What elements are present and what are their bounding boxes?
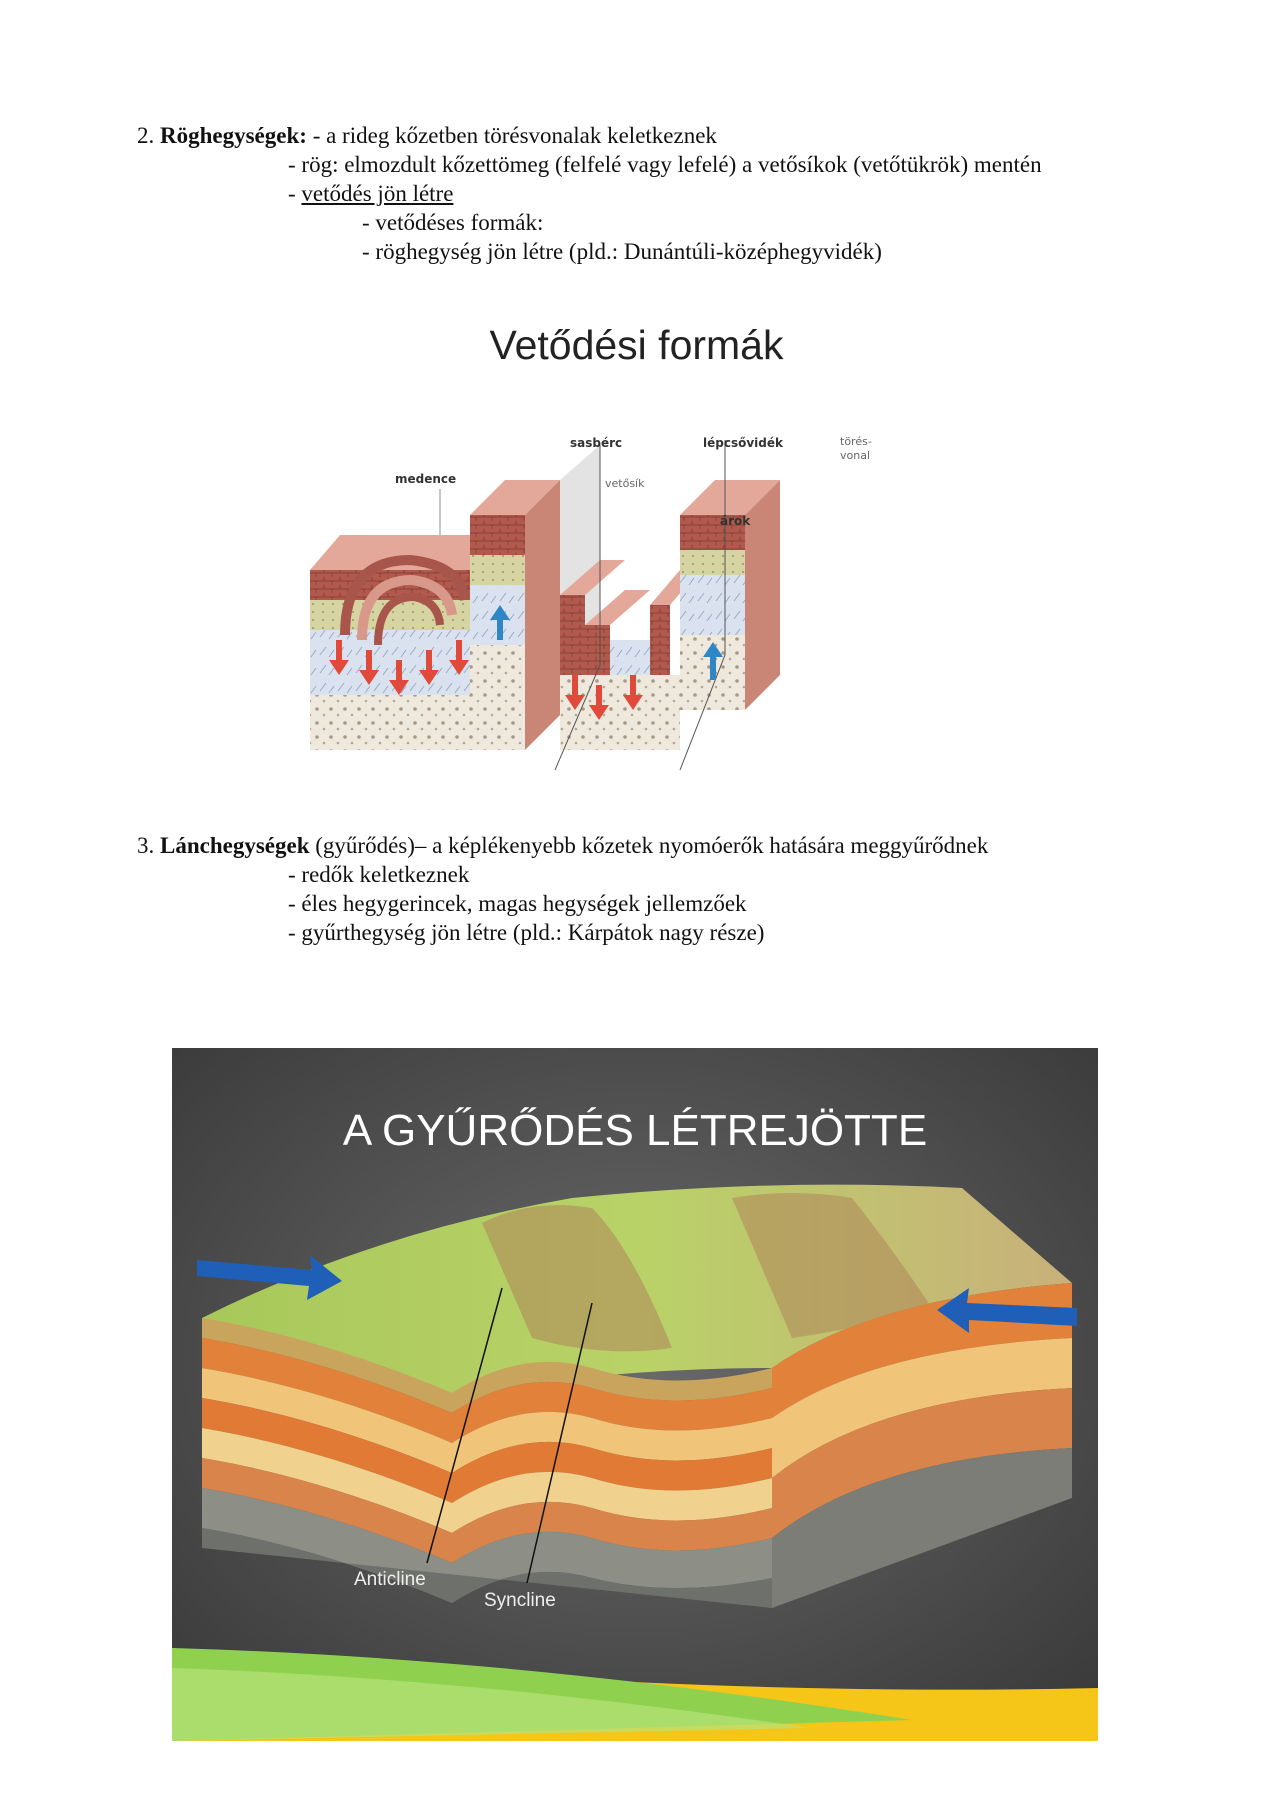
- section3-item-redok: - redők keletkeznek: [288, 862, 470, 887]
- label-lepcsovidek: lépcsővidék: [703, 436, 783, 450]
- section2-sub-vetodeses-formak: - vetődéses formák:: [362, 210, 544, 235]
- label-toresvonal-2: vonal: [840, 449, 871, 462]
- folding-diagram: [172, 1048, 1098, 1741]
- fault-forms-diagram: [300, 425, 940, 780]
- heading-bold: Röghegységek:: [160, 123, 307, 148]
- heading-bold: Lánchegységek: [160, 833, 310, 858]
- dash: -: [288, 181, 302, 206]
- heading-text: - a rideg kőzetben törésvonalak keletkeznek: [306, 123, 717, 148]
- section2-item-vetodes: [288, 180, 453, 208]
- label-vetosik: vetősík: [605, 477, 645, 490]
- label-toresvonal-1: törés-: [840, 435, 872, 448]
- folding-title: A GYŰRŐDÉS LÉTREJÖTTE: [342, 1106, 928, 1155]
- underlined-text: vetődés jön létre: [301, 181, 454, 206]
- label-anticline: Anticline: [354, 1569, 426, 1590]
- heading-number: 2.: [137, 123, 155, 148]
- section2-item-rog: - rög: elmozdult kőzettömeg (felfelé vagy lefelé) a vetősíkok (vetőtükrök) mentén: [288, 152, 1042, 177]
- figure1-title: Vetődési formák: [489, 322, 784, 368]
- heading-number: 3.: [137, 833, 155, 858]
- label-arok: árok: [720, 514, 751, 528]
- section2-sub-roghegyseg: - röghegység jön létre (pld.: Dunántúli-középhegyvidék): [362, 239, 882, 264]
- section3-item-gerincek: - éles hegygerincek, magas hegységek jellemzőek: [288, 891, 747, 916]
- label-sasberc: sasbérc: [570, 436, 623, 450]
- label-syncline: Syncline: [484, 1590, 556, 1611]
- heading-text: (gyűrődés)– a képlékenyebb kőzetek nyomóerők hatására meggyűrődnek: [309, 833, 989, 858]
- label-medence: medence: [395, 472, 457, 486]
- sasberc-block: [470, 480, 560, 750]
- section3-heading: [137, 832, 988, 860]
- section2-heading: [137, 122, 717, 150]
- section3-item-gyurthegyseg: - gyűrthegység jön létre (pld.: Kárpátok nagy része): [288, 920, 765, 945]
